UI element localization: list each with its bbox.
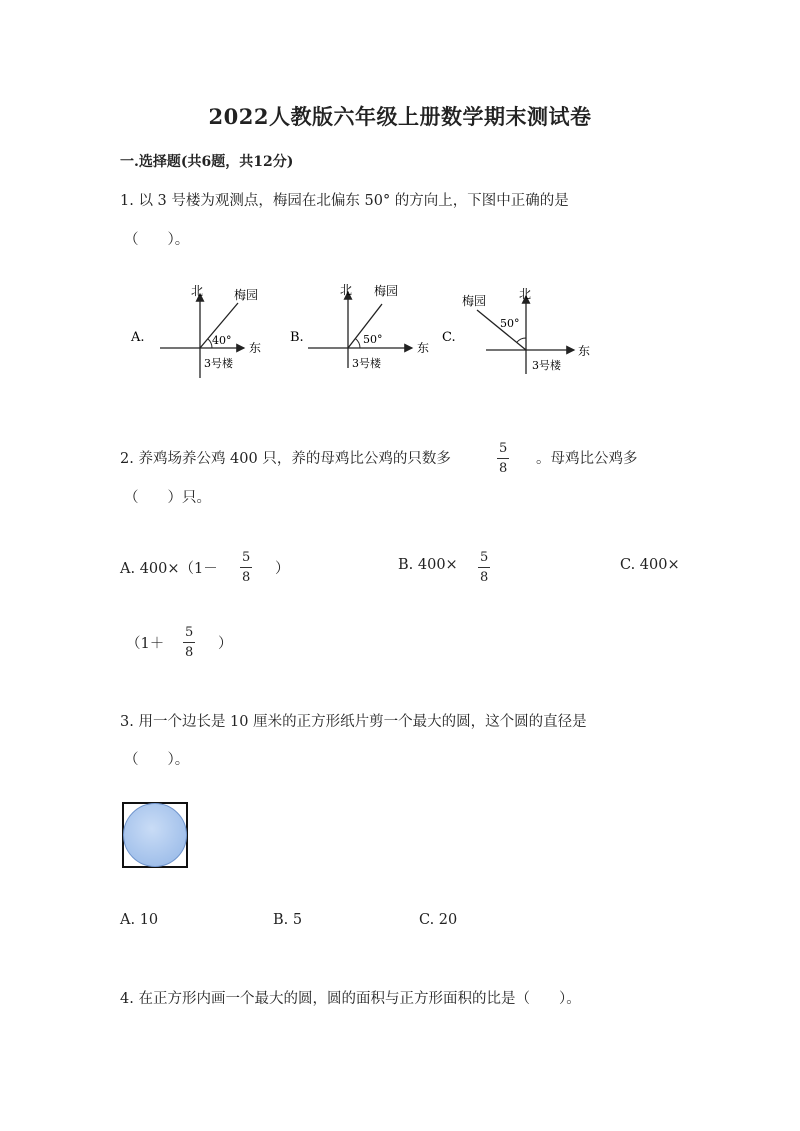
q2-option-c[interactable]: C. 400× [620,557,680,573]
figure-a-building-label: 3号楼 [204,357,233,370]
figure-b-target-label: 梅园 [374,284,399,298]
q2-option-a-fraction [240,551,252,584]
fraction-numerator: 5 [480,550,489,565]
q3-option-a[interactable]: A. 10 [120,912,159,928]
figure-a-north-label: 北 [191,284,204,298]
q3-blank: （ ）。 [124,752,190,768]
q2-text-start: 2. 养鸡场养公鸡 400 只，养的母鸡比公鸡的只数多 [120,451,451,467]
figure-b[interactable] [290,283,429,370]
figure-c-target-label: 梅园 [462,294,487,308]
q2-fraction-numerator: 5 [499,441,508,456]
figure-b-north-label: 北 [340,283,353,297]
figure-c[interactable] [442,287,590,374]
q2-option-a[interactable]: A. 400×（1－ [120,561,218,577]
q3-text: 3. 用一个边长是 10 厘米的正方形纸片剪一个最大的圆，这个圆的直径是 [120,714,587,730]
page-title: 2022人教版六年级上册数学期末测试卷 [208,104,592,129]
section-heading: 一.选择题(共6题，共12分) [120,154,294,170]
q2-option-c-fraction [183,626,195,659]
figure-b-angle-label: 50° [363,333,383,346]
q1-blank: （ ）。 [124,232,190,248]
figure-b-option-label: B. [290,330,304,345]
figure-b-east-label: 东 [417,341,430,355]
fraction-denominator: 8 [185,645,194,660]
q2-fraction [497,442,509,475]
q2-option-b[interactable]: B. 400× [398,557,458,573]
q2-option-c-close: ） [218,636,233,652]
figure-b-angle-arc [355,339,360,349]
figure-c-option-label: C. [442,330,456,345]
q2-blank: （ ）只。 [124,490,211,506]
figure-c-angle-label: 50° [500,317,520,330]
figure-c-direction-line [477,310,526,350]
circle-shape [124,804,187,867]
q3-option-c[interactable]: C. 20 [419,912,458,928]
figure-a[interactable] [130,284,261,378]
figure-a-target-label: 梅园 [234,288,259,302]
q2-fraction-denominator: 8 [499,461,508,476]
q1-figures [120,278,610,378]
figure-b-building-label: 3号楼 [352,357,381,370]
figure-c-building-label: 3号楼 [532,359,561,372]
figure-a-option-label: A. [131,330,145,345]
figure-a-angle-label: 40° [212,334,232,347]
fraction-numerator: 5 [242,550,251,565]
q2-option-a-close: ） [275,561,290,577]
q4-text: 4. 在正方形内画一个最大的圆，圆的面积与正方形面积的比是（ ）。 [120,991,581,1007]
fraction-denominator: 8 [242,570,251,585]
figure-c-angle-arc [517,338,526,342]
fraction-numerator: 5 [185,625,194,640]
q2-option-b-fraction [478,551,490,584]
q1-text: 1. 以 3 号楼为观测点，梅园在北偏东 50° 的方向上，下图中正确的是 [120,193,569,209]
q2-option-c-line2: （1＋ [126,636,165,652]
fraction-denominator: 8 [480,570,489,585]
q3-option-b[interactable]: B. 5 [273,912,303,928]
figure-c-east-label: 东 [578,344,591,358]
figure-c-north-label: 北 [519,287,532,301]
figure-a-east-label: 东 [249,341,262,355]
q2-text-end: 。母鸡比公鸡多 [536,451,638,467]
square-circle-figure [120,800,192,872]
